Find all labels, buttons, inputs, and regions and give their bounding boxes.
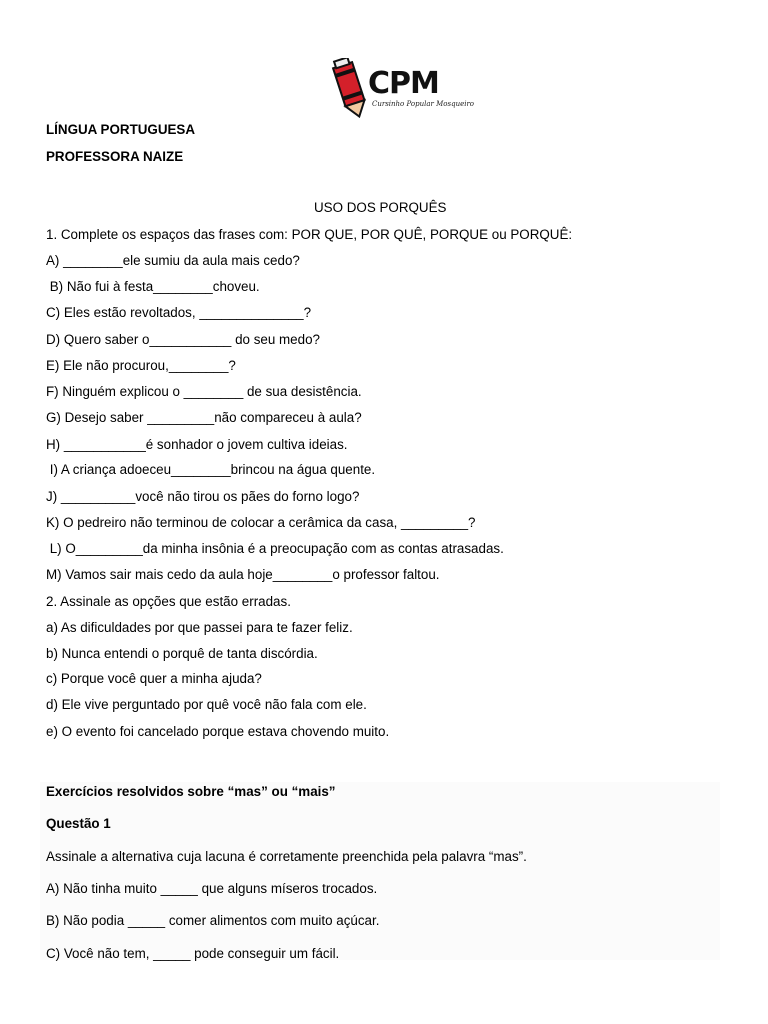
exercise1-instruction: 1. Complete os espaços das frases com: POR QUE, POR QUÊ, PORQUE ou PORQUÊ: <box>46 227 573 242</box>
exercise1-item: B) Não fui à festa________choveu. <box>46 279 260 294</box>
question-prompt: Assinale a alternativa cuja lacuna é corretamente preenchida pela palavra “mas”. <box>46 849 527 864</box>
exercise1-item: H) ___________é sonhador o jovem cultiva ideias. <box>46 437 348 452</box>
exercise2-item: d) Ele vive perguntado por quê você não fala com ele. <box>46 697 367 712</box>
section-heading: Exercícios resolvidos sobre “mas” ou “mais” <box>46 784 336 799</box>
cpm-logo <box>330 58 475 120</box>
exercise1-item: D) Quero saber o___________ do seu medo? <box>46 332 320 347</box>
question-option: C) Você não tem, _____ pode conseguir um fácil. <box>46 946 340 961</box>
exercise1-item: C) Eles estão revoltados, ______________? <box>46 305 312 320</box>
exercise1-item: G) Desejo saber _________não compareceu à aula? <box>46 410 362 425</box>
exercise2-instruction: 2. Assinale as opções que estão erradas. <box>46 594 291 609</box>
question-label: Questão 1 <box>46 816 111 831</box>
exercise1-item: I) A criança adoeceu________brincou na água quente. <box>46 462 376 477</box>
exercise1-item: A) ________ele sumiu da aula mais cedo? <box>46 253 300 268</box>
question-option: B) Não podia _____ comer alimentos com muito açúcar. <box>46 913 380 928</box>
exercise2-item: b) Nunca entendi o porquê de tanta discórdia. <box>46 646 318 661</box>
question-option: A) Não tinha muito _____ que alguns míseros trocados. <box>46 881 378 896</box>
exercise1-item: M) Vamos sair mais cedo da aula hoje________o professor faltou. <box>46 567 440 582</box>
exercise1-item: L) O_________da minha insônia é a preocupação com as contas atrasadas. <box>46 541 504 556</box>
teacher-heading: PROFESSORA NAIZE <box>46 149 184 164</box>
exercise1-item: E) Ele não procurou,________? <box>46 358 236 373</box>
exercise1-item: J) __________você não tirou os pães do forno logo? <box>46 489 360 504</box>
subject-heading: LÍNGUA PORTUGUESA <box>46 122 196 137</box>
logo-subtitle: Cursinho Popular Mosqueiro <box>372 100 475 108</box>
exercise1-item: K) O pedreiro não terminou de colocar a cerâmica da casa, _________? <box>46 515 476 530</box>
exercise-panel <box>40 782 720 960</box>
page-title: USO DOS PORQUÊS <box>314 200 447 215</box>
exercise2-item: e) O evento foi cancelado porque estava chovendo muito. <box>46 724 390 739</box>
pencil-logo-icon <box>330 58 370 120</box>
logo-brand: CPM <box>368 66 439 101</box>
exercise2-item: a) As dificuldades por que passei para te fazer feliz. <box>46 620 353 635</box>
exercise2-item: c) Porque você quer a minha ajuda? <box>46 671 262 686</box>
exercise1-item: F) Ninguém explicou o ________ de sua desistência. <box>46 384 362 399</box>
